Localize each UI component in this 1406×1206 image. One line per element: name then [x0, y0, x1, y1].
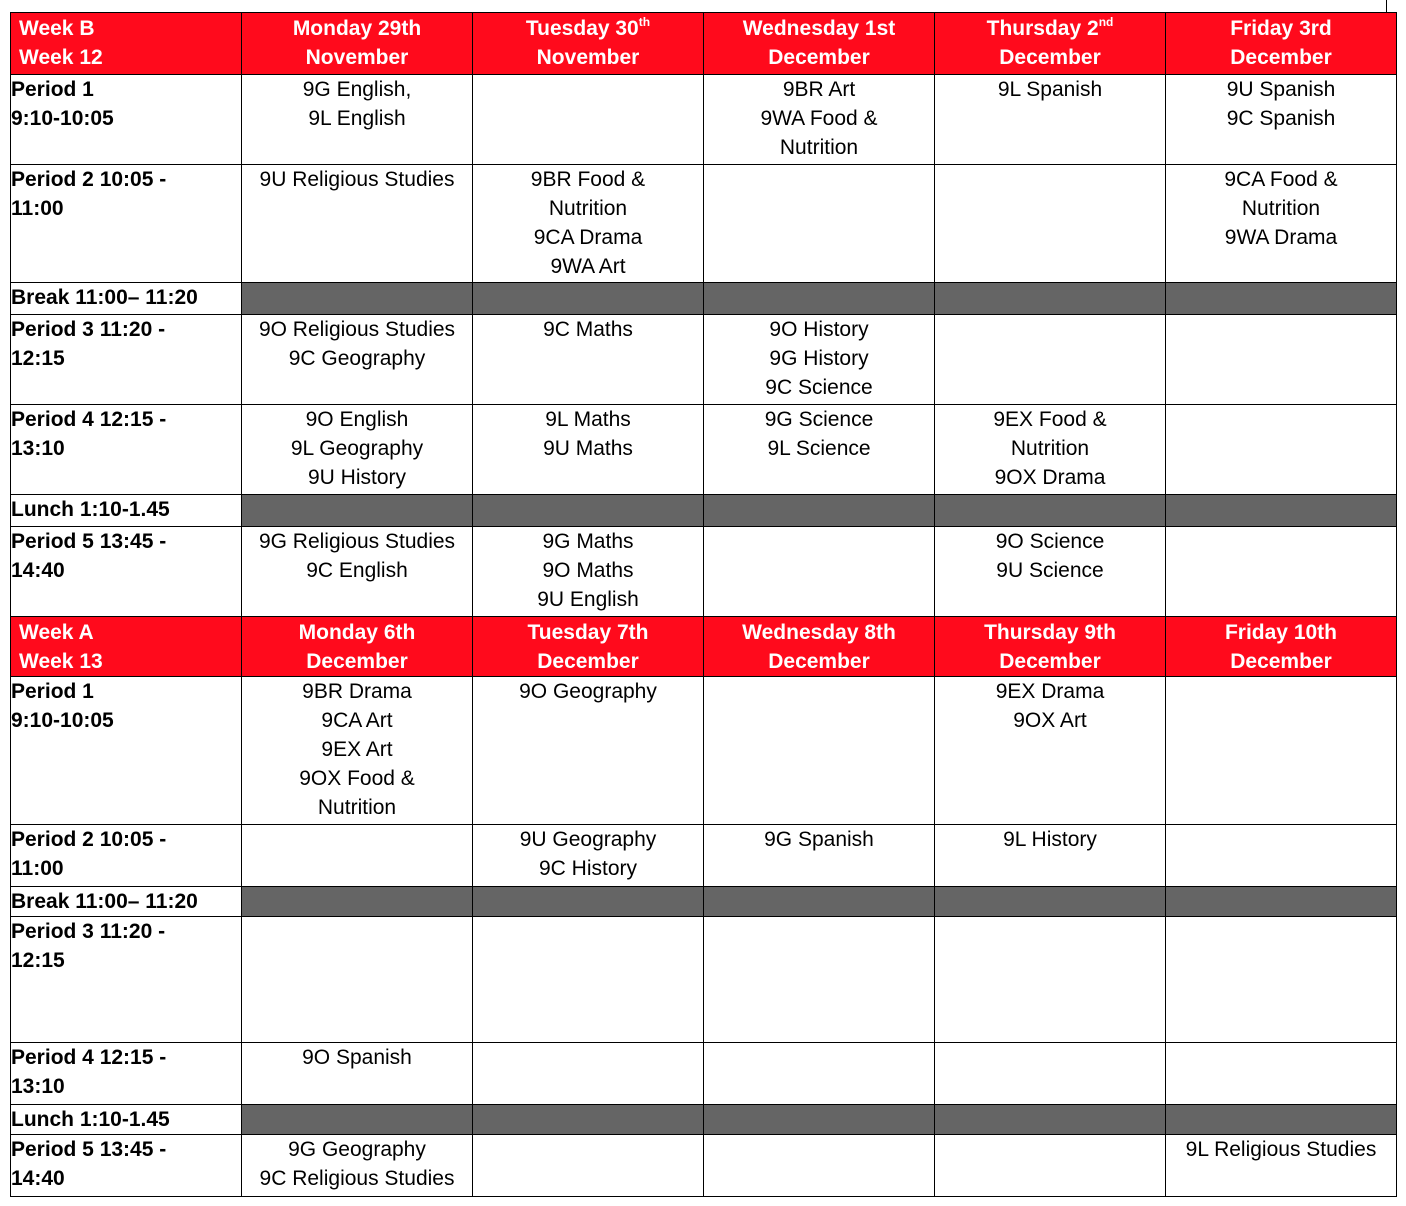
lesson-cell	[704, 677, 935, 825]
period-row	[11, 1043, 1397, 1105]
period-label-line2: 12:15	[11, 347, 65, 370]
day-header	[935, 13, 1166, 75]
period-label-line1: Period 3 11:20 -	[11, 920, 166, 943]
lesson-entry: 9C English	[306, 559, 408, 582]
lesson-cell	[935, 165, 1166, 283]
lesson-entry: 9C Religious Studies	[259, 1167, 455, 1190]
period-label-line1: Period 3 11:20 -	[11, 318, 166, 341]
day-header-line1	[935, 618, 1165, 647]
break-shaded-cell	[704, 283, 935, 315]
lesson-entry: 9U Religious Studies	[259, 168, 455, 191]
lesson-entry: 9G Spanish	[764, 828, 874, 851]
day-name: Monday 6th	[298, 621, 416, 644]
day-name: Thursday 9th	[984, 621, 1116, 644]
break-shaded-cell	[473, 1105, 704, 1135]
lesson-entry: 9L Geography	[290, 437, 424, 460]
lesson-entry: 9WA Drama	[1224, 226, 1338, 249]
lesson-entry: 9EX Food &	[993, 408, 1107, 431]
lesson-cell	[473, 1135, 704, 1197]
period-row	[11, 75, 1397, 165]
break-shaded-cell	[1166, 887, 1397, 917]
break-row	[11, 887, 1397, 917]
week-label-line1: Week A	[19, 621, 94, 644]
day-name: Wednesday 1st	[742, 17, 896, 40]
day-header	[935, 617, 1166, 677]
lesson-cell	[242, 165, 473, 283]
lesson-entry: 9U Science	[996, 559, 1104, 582]
week-label-line1: Week B	[19, 17, 95, 40]
lesson-entry: 9EX Art	[321, 738, 393, 761]
lesson-entry: 9L Spanish	[997, 78, 1103, 101]
lesson-entry: 9C Maths	[543, 318, 633, 341]
lesson-cell	[935, 677, 1166, 825]
lesson-cell	[473, 677, 704, 825]
period-label	[11, 1135, 242, 1197]
period-label	[11, 75, 242, 165]
period-label-line2: 13:10	[11, 437, 65, 460]
period-label	[11, 677, 242, 825]
day-header	[1166, 617, 1397, 677]
timetable-body	[11, 13, 1397, 1197]
lesson-entry: 9C Geography	[288, 347, 426, 370]
period-label-line1: Period 1	[11, 680, 94, 703]
day-header-line1	[935, 14, 1165, 43]
break-label: Break 11:00– 11:20	[11, 283, 242, 315]
period-label-line2: 12:15	[11, 949, 65, 972]
lesson-entry: 9O Science	[995, 530, 1105, 553]
period-row	[11, 527, 1397, 617]
break-shaded-cell	[935, 495, 1166, 527]
break-shaded-cell	[935, 283, 1166, 315]
lesson-cell	[704, 1043, 935, 1105]
lesson-entry: 9BR Drama	[302, 680, 412, 703]
day-header-month: December	[306, 650, 408, 673]
lesson-cell	[242, 1043, 473, 1105]
day-name: Monday 29th	[292, 17, 422, 40]
lesson-cell	[704, 527, 935, 617]
lesson-cell	[242, 75, 473, 165]
corner-mark	[1386, 0, 1387, 12]
break-shaded-cell	[704, 887, 935, 917]
lesson-cell	[704, 405, 935, 495]
lesson-entry: 9O English	[305, 408, 409, 431]
lesson-cell	[473, 405, 704, 495]
break-label: Break 11:00– 11:20	[11, 887, 242, 917]
period-row	[11, 165, 1397, 283]
day-name: Tuesday 30	[525, 17, 639, 40]
period-label	[11, 917, 242, 1043]
lesson-cell	[473, 315, 704, 405]
lesson-cell	[1166, 1043, 1397, 1105]
day-header	[242, 617, 473, 677]
lesson-cell	[935, 1043, 1166, 1105]
lesson-entry: 9U English	[537, 588, 639, 611]
lesson-entry: 9BR Food &	[530, 168, 646, 191]
day-header-month: December	[1230, 650, 1332, 673]
lesson-entry: 9OX Art	[1013, 709, 1087, 732]
day-ordinal-suffix: th	[638, 15, 651, 29]
lesson-cell	[704, 825, 935, 887]
lesson-cell	[1166, 315, 1397, 405]
break-shaded-cell	[1166, 495, 1397, 527]
lesson-entry: 9O Geography	[519, 680, 657, 703]
lesson-entry: 9U Maths	[543, 437, 633, 460]
lesson-cell	[1166, 825, 1397, 887]
lesson-cell	[704, 165, 935, 283]
period-label-line2: 13:10	[11, 1075, 65, 1098]
lesson-cell	[242, 677, 473, 825]
day-name: Tuesday 7th	[527, 621, 649, 644]
lesson-cell	[242, 1135, 473, 1197]
lesson-cell	[935, 527, 1166, 617]
period-row	[11, 315, 1397, 405]
lesson-cell	[473, 165, 704, 283]
day-header	[473, 13, 704, 75]
lesson-entry: 9G English,	[302, 78, 412, 101]
week-label-line2: Week 12	[19, 46, 103, 69]
lesson-cell	[935, 1135, 1166, 1197]
break-shaded-cell	[242, 283, 473, 315]
day-name: Friday 10th	[1224, 621, 1338, 644]
lesson-entry: 9O Religious Studies	[258, 318, 456, 341]
week-label-line2: Week 13	[19, 650, 103, 673]
lesson-cell	[473, 75, 704, 165]
lesson-entry: 9C Science	[765, 376, 873, 399]
lesson-cell	[935, 405, 1166, 495]
day-name: Thursday 2	[986, 17, 1099, 40]
lesson-cell	[704, 315, 935, 405]
day-ordinal-suffix: nd	[1098, 15, 1114, 29]
day-header	[473, 617, 704, 677]
day-header-month: November	[536, 46, 640, 69]
lesson-cell	[1166, 677, 1397, 825]
lesson-entry: 9G Religious Studies	[258, 530, 456, 553]
break-row	[11, 1105, 1397, 1135]
period-label-line2: 14:40	[11, 559, 65, 582]
break-shaded-cell	[473, 887, 704, 917]
lesson-entry: 9CA Art	[321, 709, 393, 732]
lesson-cell	[242, 405, 473, 495]
day-header-month: December	[768, 46, 870, 69]
lesson-cell	[473, 1043, 704, 1105]
lesson-entry: 9U Spanish	[1226, 78, 1336, 101]
timetable	[10, 12, 1397, 1197]
period-label-line2: 9:10-10:05	[11, 107, 114, 130]
lesson-cell	[935, 315, 1166, 405]
day-header-line1	[704, 14, 934, 43]
day-header-month: December	[537, 650, 639, 673]
lesson-cell	[242, 315, 473, 405]
day-header-line1	[704, 618, 934, 647]
lesson-entry: 9WA Food &	[760, 107, 878, 130]
period-label-line2: 14:40	[11, 1167, 65, 1190]
day-header	[704, 13, 935, 75]
lesson-cell	[473, 917, 704, 1043]
day-header-line1	[1166, 618, 1396, 647]
lesson-cell	[1166, 917, 1397, 1043]
lesson-cell	[1166, 405, 1397, 495]
week-label	[11, 13, 242, 75]
lesson-entry: 9CA Food &	[1224, 168, 1338, 191]
week-header-row	[11, 617, 1397, 677]
day-header-line1	[1166, 14, 1396, 43]
break-shaded-cell	[473, 495, 704, 527]
day-header-line1	[242, 14, 472, 43]
break-shaded-cell	[1166, 283, 1397, 315]
period-label-line1: Period 4 12:15 -	[11, 1046, 167, 1069]
break-shaded-cell	[242, 495, 473, 527]
lesson-entry: 9OX Drama	[994, 466, 1106, 489]
lesson-cell	[704, 917, 935, 1043]
lesson-cell	[242, 527, 473, 617]
lesson-entry: Nutrition	[1010, 437, 1090, 460]
day-header-line1	[242, 618, 472, 647]
period-row	[11, 677, 1397, 825]
lesson-entry: 9G Geography	[288, 1138, 426, 1161]
day-header-month: December	[768, 650, 870, 673]
lesson-entry: 9G Science	[764, 408, 874, 431]
period-label-line1: Period 5 13:45 -	[11, 1138, 167, 1161]
period-label-line1: Period 2 10:05 -	[11, 828, 167, 851]
lesson-entry: 9L Religious Studies	[1185, 1138, 1377, 1161]
day-header	[1166, 13, 1397, 75]
lesson-entry: 9G History	[769, 347, 869, 370]
day-header-line1	[473, 14, 703, 43]
lesson-cell	[1166, 527, 1397, 617]
day-name: Friday 3rd	[1230, 17, 1332, 40]
lesson-cell	[704, 75, 935, 165]
lesson-entry: 9U History	[307, 466, 407, 489]
break-row	[11, 283, 1397, 315]
period-label	[11, 825, 242, 887]
lesson-entry: 9L History	[1003, 828, 1097, 851]
day-name: Wednesday 8th	[742, 621, 896, 644]
lesson-entry: 9L Maths	[545, 408, 631, 431]
period-row	[11, 1135, 1397, 1197]
period-label-line2: 11:00	[11, 197, 64, 220]
lesson-entry: Nutrition	[1241, 197, 1321, 220]
lesson-cell	[935, 917, 1166, 1043]
lesson-cell	[473, 527, 704, 617]
break-shaded-cell	[704, 1105, 935, 1135]
period-label-line1: Period 5 13:45 -	[11, 530, 167, 553]
period-label-line1: Period 2 10:05 -	[11, 168, 167, 191]
day-header-month: December	[999, 46, 1101, 69]
break-row	[11, 495, 1397, 527]
break-shaded-cell	[242, 887, 473, 917]
lesson-cell	[1166, 75, 1397, 165]
lesson-entry: 9C History	[538, 857, 638, 880]
break-shaded-cell	[473, 283, 704, 315]
period-label-line1: Period 1	[11, 78, 94, 101]
period-label-line1: Period 4 12:15 -	[11, 408, 167, 431]
day-header-month: November	[305, 46, 409, 69]
break-shaded-cell	[704, 495, 935, 527]
lesson-cell	[242, 917, 473, 1043]
period-row	[11, 917, 1397, 1043]
period-label	[11, 527, 242, 617]
lesson-cell	[473, 825, 704, 887]
lesson-entry: 9O Maths	[542, 559, 634, 582]
lesson-entry: 9U Geography	[519, 828, 657, 851]
lesson-cell	[704, 1135, 935, 1197]
week-label	[11, 617, 242, 677]
lesson-entry: 9O Spanish	[302, 1046, 412, 1069]
period-label	[11, 1043, 242, 1105]
lesson-entry: 9EX Drama	[995, 680, 1105, 703]
lesson-cell	[242, 825, 473, 887]
lesson-entry: 9L Science	[767, 437, 871, 460]
lesson-cell	[1166, 1135, 1397, 1197]
lesson-cell	[1166, 165, 1397, 283]
lesson-entry: 9C Spanish	[1226, 107, 1336, 130]
lesson-entry: 9OX Food &	[299, 767, 415, 790]
lesson-entry: Nutrition	[317, 796, 397, 819]
break-label: Lunch 1:10-1.45	[11, 1105, 242, 1135]
day-header-month: December	[1230, 46, 1332, 69]
break-shaded-cell	[242, 1105, 473, 1135]
day-header	[242, 13, 473, 75]
lesson-cell	[935, 825, 1166, 887]
lesson-entry: 9BR Art	[782, 78, 856, 101]
period-label-line2: 11:00	[11, 857, 64, 880]
period-label	[11, 315, 242, 405]
day-header	[704, 617, 935, 677]
lesson-entry: 9L English	[308, 107, 406, 130]
lesson-entry: 9WA Art	[550, 255, 626, 278]
lesson-entry: 9CA Drama	[533, 226, 643, 249]
lesson-entry: 9G Maths	[542, 530, 634, 553]
period-label	[11, 165, 242, 283]
lesson-entry: 9O History	[769, 318, 869, 341]
period-label-line2: 9:10-10:05	[11, 709, 114, 732]
lesson-cell	[935, 75, 1166, 165]
period-row	[11, 825, 1397, 887]
break-shaded-cell	[935, 1105, 1166, 1135]
lesson-entry: Nutrition	[779, 136, 859, 159]
break-shaded-cell	[1166, 1105, 1397, 1135]
day-header-month: December	[999, 650, 1101, 673]
period-row	[11, 405, 1397, 495]
break-label: Lunch 1:10-1.45	[11, 495, 242, 527]
day-header-line1	[473, 618, 703, 647]
week-header-row	[11, 13, 1397, 75]
period-label	[11, 405, 242, 495]
break-shaded-cell	[935, 887, 1166, 917]
lesson-entry: Nutrition	[548, 197, 628, 220]
